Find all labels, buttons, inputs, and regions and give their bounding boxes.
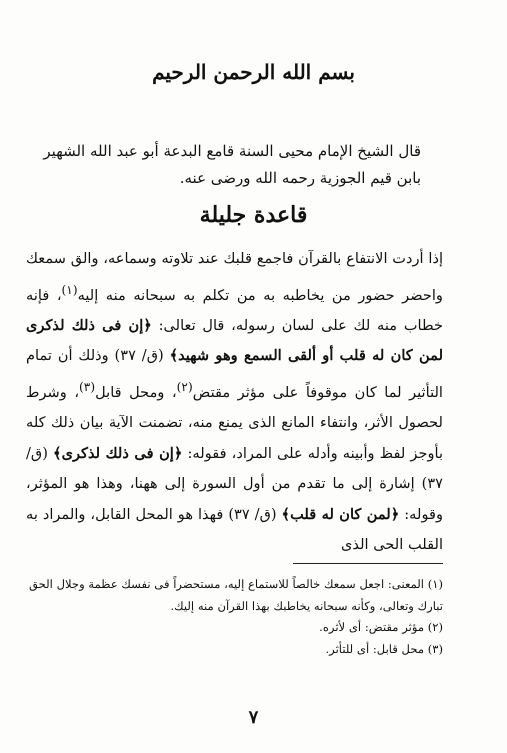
body-text: (ق/ ٣٧) فهذا هو المحل القابل، والمراد به القلب الحى الذى bbox=[26, 505, 443, 554]
body-text: (ق/ ٣٧) وذلك أن تمام التأثير لما كان موقوفاً على مؤثر مقتض bbox=[26, 347, 443, 401]
footnote-marker-2: (٢) bbox=[176, 379, 193, 394]
body-text: (ق/ ٣٧) إشارة إلى ما تقدم من أول السورة إلى ههنا، وهذا هو المؤثر، وقوله: bbox=[26, 444, 444, 523]
body-text: ، ومحل قابل bbox=[95, 383, 177, 401]
body-text: ، وشرط لحصول الأثر، وانتفاء المانع الذى يمنع منه، تضمنت الآية بيان ذلك كله بأوجز لفظ وأبينه وأدله على المراد، فقوله: bbox=[26, 383, 444, 462]
quran-quote-3: ﴿لمن كان له قلب﴾ bbox=[281, 505, 400, 523]
intro-text: قال الشيخ الإمام محيى السنة قامع البدعة أبو عبد الله الشهير بابن قيم الجوزية رحمه الله ورضى عنه. bbox=[43, 142, 421, 187]
body-paragraph bbox=[26, 244, 443, 561]
footnote-marker-3: (٣) bbox=[79, 379, 96, 394]
body-text: ، فإنه خطاب منه لك على لسان رسوله، قال تعالى: bbox=[26, 286, 443, 334]
quran-quote-1: ﴿إن فى ذلك لذكرى لمن كان له قلب أو ألقى السمع وهو شهيد﴾ bbox=[26, 316, 444, 365]
footnote-1: (١) المعنى: اجعل سمعك خالصاً للاستماع إليه، مستحضراً فى نفسك عظمة وجلال الحق تبارك وتعالى، وكأنه سبحانه يخاطبك بهذا القرآن منه إليك. bbox=[29, 577, 443, 613]
footnote-marker-1: (١) bbox=[61, 282, 78, 297]
quran-quote-2: ﴿إن فى ذلك لذكرى﴾ bbox=[53, 444, 183, 462]
main-text bbox=[26, 244, 443, 561]
footnote-2: (٢) مؤثر مقتض: أى لأثره. bbox=[319, 620, 443, 634]
section-heading: قاعدة جليلة bbox=[199, 202, 308, 228]
body-text: إذا أردت الانتفاع بالقرآن فاجمع قلبك عند تلاوته وسماعه، والق سمعك واحضر حضور من يخاطبه به من تكلم به سبحانه منه إليه bbox=[26, 250, 443, 304]
footnote-3: (٣) محل قابل: أى للتأثر. bbox=[325, 641, 443, 656]
footnotes bbox=[26, 574, 443, 660]
page-number: ٧ bbox=[248, 707, 259, 728]
basmala: بسم الله الرحمن الرحيم bbox=[152, 60, 355, 84]
footnote-separator bbox=[293, 563, 443, 564]
